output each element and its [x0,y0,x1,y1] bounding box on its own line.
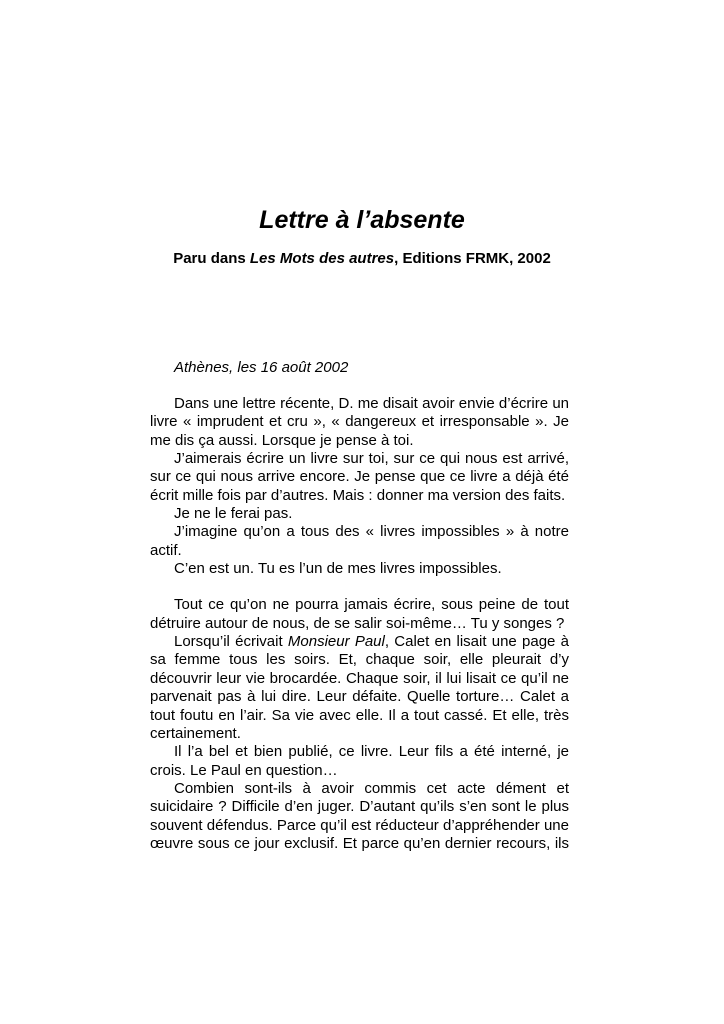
calet-before: Lorsqu’il écrivait [174,633,288,651]
publication-note [0,249,724,269]
calet-book-title: Monsieur Paul [287,633,385,651]
paragraph: Combien sont-ils à avoir commis cet acte dément et suicidaire ? Difficile d’en juger. D’autant qu’ils s’en sont le plus souvent défendus. Parce qu’il est réducteur d’appréhender une œuvre sous ce jour exclusif. Et parce qu’en dernier recours, ils [150,779,569,852]
publication-book-title: Les Mots des autres [249,250,395,267]
paragraph: Il l’a bel et bien publié, ce livre. Leur fils a été interné, je crois. Le Paul en question… [150,743,569,779]
publication-suffix: , Editions FRMK, 2002 [394,250,551,267]
paragraph: J’imagine qu’on a tous des « livres impossibles » à notre actif. [150,523,569,559]
paragraph: C’en est un. Tu es l’un de mes livres impossibles. [174,560,502,578]
paragraph: Dans une lettre récente, D. me disait avoir envie d’écrire un livre « imprudent et cru », « dangereux et irresponsable ». Je me dis ça aussi. Lorsque je pense à toi. [150,395,569,449]
publication-prefix: Paru dans [173,250,250,267]
page-title: Lettre à l’absente [259,206,465,234]
letter-dateline: Athènes, les 16 août 2002 [174,359,349,376]
paragraph-calet [150,633,569,743]
paragraph-break [150,578,569,596]
paragraph: Je ne le ferai pas. [174,505,293,523]
letter-body [150,395,569,853]
paragraph: J’aimerais écrire un livre sur toi, sur ce qui nous est arrivé, sur ce qui nous arrive encore. Je pense que ce livre a déjà été écrit mille fois par d’autres. Mais : donner ma version des faits. [150,450,569,504]
paragraph: Tout ce qu’on ne pourra jamais écrire, sous peine de tout détruire autour de nous, de se salir soi-même… Tu y songes ? [150,596,569,632]
calet-after: , Calet en lisait une page à sa femme tous les soirs. Et, chaque soir, elle pleurait d’y découvrir leur vie brocardée. Chaque soir, il lui lisait ce qu’il ne parvenait pas à lui dire. Leur défaite. Quelle torture… Calet a tout foutu en l’air. Sa vie avec elle. Il a tout cassé. Et elle, très certainement. [150,633,569,742]
